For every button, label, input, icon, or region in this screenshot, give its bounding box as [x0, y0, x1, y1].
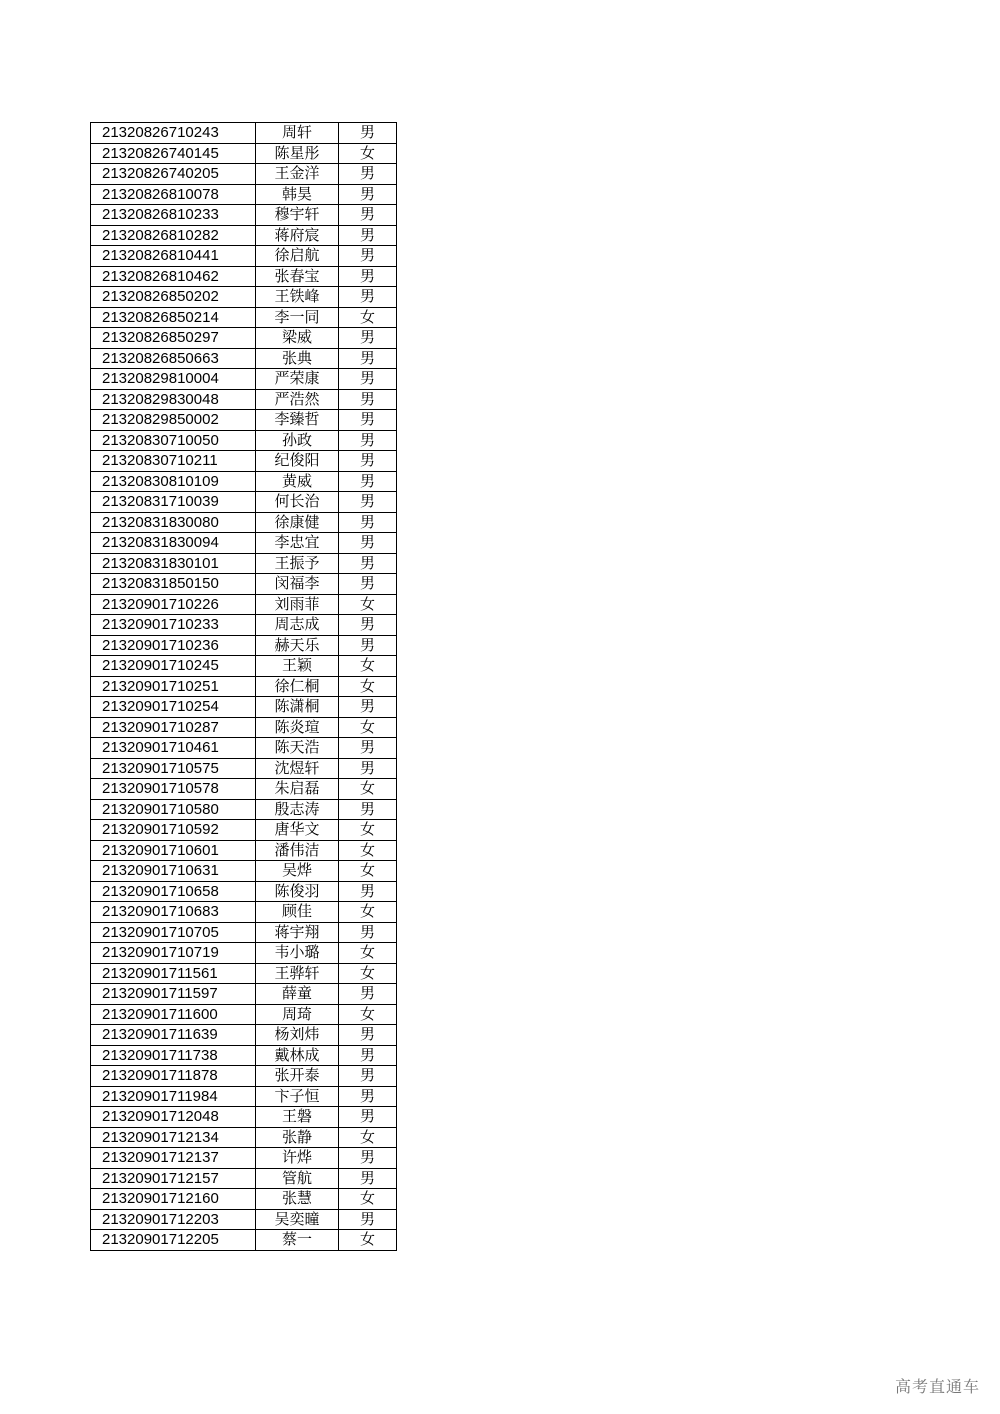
- gender-cell: 女: [339, 840, 397, 861]
- student-id-cell: 21320901710236: [91, 635, 256, 656]
- student-id-cell: 21320901710578: [91, 779, 256, 800]
- student-name-cell: 殷志涛: [256, 799, 339, 820]
- gender-cell: 男: [339, 184, 397, 205]
- table-row: [91, 799, 397, 820]
- student-name-cell: 孙政: [256, 430, 339, 451]
- gender-cell: 女: [339, 861, 397, 882]
- student-id-cell: 21320829850002: [91, 410, 256, 431]
- table-row: [91, 184, 397, 205]
- gender-cell: 男: [339, 492, 397, 513]
- gender-cell: 男: [339, 615, 397, 636]
- gender-cell: 男: [339, 799, 397, 820]
- student-id-cell: 21320901710631: [91, 861, 256, 882]
- gender-cell: 男: [339, 451, 397, 472]
- table-row: [91, 738, 397, 759]
- gender-cell: 女: [339, 143, 397, 164]
- student-id-cell: 21320826850214: [91, 307, 256, 328]
- gender-cell: 男: [339, 697, 397, 718]
- student-name-cell: 周轩: [256, 123, 339, 144]
- student-name-cell: 陈星彤: [256, 143, 339, 164]
- table-row: [91, 348, 397, 369]
- table-row: [91, 656, 397, 677]
- student-name-cell: 王颖: [256, 656, 339, 677]
- table-row: [91, 369, 397, 390]
- gender-cell: 女: [339, 307, 397, 328]
- gender-cell: 男: [339, 246, 397, 267]
- student-name-cell: 杨刘炜: [256, 1025, 339, 1046]
- student-name-cell: 穆宇轩: [256, 205, 339, 226]
- gender-cell: 女: [339, 1230, 397, 1251]
- student-id-cell: 21320901711984: [91, 1086, 256, 1107]
- table-row: [91, 389, 397, 410]
- gender-cell: 男: [339, 635, 397, 656]
- table-row: [91, 1230, 397, 1251]
- student-id-cell: 21320901711561: [91, 963, 256, 984]
- table-row: [91, 717, 397, 738]
- student-id-cell: 21320901712157: [91, 1168, 256, 1189]
- table-row: [91, 861, 397, 882]
- student-id-cell: 21320831710039: [91, 492, 256, 513]
- table-row: [91, 410, 397, 431]
- student-name-cell: 刘雨菲: [256, 594, 339, 615]
- student-id-cell: 21320901710251: [91, 676, 256, 697]
- student-id-cell: 21320901710254: [91, 697, 256, 718]
- student-name-cell: 唐华文: [256, 820, 339, 841]
- student-id-cell: 21320826810078: [91, 184, 256, 205]
- student-id-cell: 21320901710705: [91, 922, 256, 943]
- gender-cell: 男: [339, 348, 397, 369]
- watermark-text: 高考直通车: [894, 1377, 980, 1396]
- student-name-cell: 何长治: [256, 492, 339, 513]
- student-id-cell: 21320826810441: [91, 246, 256, 267]
- gender-cell: 男: [339, 1045, 397, 1066]
- student-name-cell: 许烨: [256, 1148, 339, 1169]
- student-id-cell: 21320901712205: [91, 1230, 256, 1251]
- student-name-cell: 潘伟洁: [256, 840, 339, 861]
- student-name-cell: 徐康健: [256, 512, 339, 533]
- gender-cell: 男: [339, 164, 397, 185]
- student-id-cell: 21320831830080: [91, 512, 256, 533]
- table-row: [91, 902, 397, 923]
- student-name-cell: 梁威: [256, 328, 339, 349]
- student-name-cell: 陈炎瑄: [256, 717, 339, 738]
- student-name-cell: 闵福李: [256, 574, 339, 595]
- gender-cell: 男: [339, 881, 397, 902]
- student-id-cell: 21320830810109: [91, 471, 256, 492]
- student-name-cell: 周志成: [256, 615, 339, 636]
- gender-cell: 男: [339, 533, 397, 554]
- student-id-cell: 21320826740145: [91, 143, 256, 164]
- student-table-body: [91, 123, 397, 1251]
- student-name-cell: 陈天浩: [256, 738, 339, 759]
- table-row: [91, 922, 397, 943]
- gender-cell: 男: [339, 430, 397, 451]
- table-row: [91, 1066, 397, 1087]
- gender-cell: 男: [339, 1168, 397, 1189]
- student-name-cell: 顾佳: [256, 902, 339, 923]
- table-row: [91, 492, 397, 513]
- table-row: [91, 246, 397, 267]
- student-id-cell: 21320901710245: [91, 656, 256, 677]
- student-name-cell: 严荣康: [256, 369, 339, 390]
- gender-cell: 女: [339, 1004, 397, 1025]
- gender-cell: 男: [339, 410, 397, 431]
- student-name-cell: 陈俊羽: [256, 881, 339, 902]
- student-id-cell: 21320901711738: [91, 1045, 256, 1066]
- student-id-cell: 21320901712160: [91, 1189, 256, 1210]
- table-row: [91, 1148, 397, 1169]
- student-id-cell: 21320901710580: [91, 799, 256, 820]
- student-name-cell: 张春宝: [256, 266, 339, 287]
- table-row: [91, 533, 397, 554]
- student-name-cell: 赫天乐: [256, 635, 339, 656]
- gender-cell: 男: [339, 369, 397, 390]
- table-row: [91, 1209, 397, 1230]
- student-name-cell: 周琦: [256, 1004, 339, 1025]
- table-row: [91, 676, 397, 697]
- student-table: [90, 122, 397, 1251]
- student-name-cell: 王铁峰: [256, 287, 339, 308]
- student-id-cell: 21320826850202: [91, 287, 256, 308]
- gender-cell: 女: [339, 594, 397, 615]
- table-row: [91, 615, 397, 636]
- student-id-cell: 21320826810282: [91, 225, 256, 246]
- student-name-cell: 张慧: [256, 1189, 339, 1210]
- table-row: [91, 984, 397, 1005]
- table-row: [91, 574, 397, 595]
- table-row: [91, 1004, 397, 1025]
- gender-cell: 女: [339, 656, 397, 677]
- gender-cell: 男: [339, 738, 397, 759]
- student-name-cell: 徐启航: [256, 246, 339, 267]
- gender-cell: 男: [339, 287, 397, 308]
- table-row: [91, 205, 397, 226]
- table-row: [91, 553, 397, 574]
- gender-cell: 男: [339, 758, 397, 779]
- table-row: [91, 820, 397, 841]
- student-id-cell: 21320826810462: [91, 266, 256, 287]
- student-id-cell: 21320901710287: [91, 717, 256, 738]
- gender-cell: 男: [339, 922, 397, 943]
- table-row: [91, 123, 397, 144]
- student-name-cell: 严浩然: [256, 389, 339, 410]
- table-row: [91, 1189, 397, 1210]
- gender-cell: 男: [339, 1107, 397, 1128]
- student-id-cell: 21320901711639: [91, 1025, 256, 1046]
- student-name-cell: 张典: [256, 348, 339, 369]
- gender-cell: 女: [339, 676, 397, 697]
- student-id-cell: 21320831830094: [91, 533, 256, 554]
- student-name-cell: 蒋宇翔: [256, 922, 339, 943]
- table-row: [91, 1045, 397, 1066]
- student-name-cell: 王磐: [256, 1107, 339, 1128]
- student-id-cell: 21320901711600: [91, 1004, 256, 1025]
- student-id-cell: 21320901710683: [91, 902, 256, 923]
- student-id-cell: 21320901710719: [91, 943, 256, 964]
- student-name-cell: 王振予: [256, 553, 339, 574]
- student-id-cell: 21320901710461: [91, 738, 256, 759]
- student-name-cell: 徐仁桐: [256, 676, 339, 697]
- gender-cell: 女: [339, 820, 397, 841]
- gender-cell: 女: [339, 902, 397, 923]
- table-row: [91, 635, 397, 656]
- gender-cell: 女: [339, 963, 397, 984]
- table-row: [91, 881, 397, 902]
- student-id-cell: 21320826710243: [91, 123, 256, 144]
- gender-cell: 女: [339, 1189, 397, 1210]
- student-id-cell: 21320829810004: [91, 369, 256, 390]
- table-row: [91, 143, 397, 164]
- table-row: [91, 1107, 397, 1128]
- student-name-cell: 王金洋: [256, 164, 339, 185]
- gender-cell: 男: [339, 1148, 397, 1169]
- student-id-cell: 21320826850663: [91, 348, 256, 369]
- gender-cell: 男: [339, 328, 397, 349]
- gender-cell: 男: [339, 205, 397, 226]
- student-id-cell: 21320826810233: [91, 205, 256, 226]
- gender-cell: 男: [339, 512, 397, 533]
- table-row: [91, 287, 397, 308]
- table-row: [91, 1168, 397, 1189]
- gender-cell: 女: [339, 943, 397, 964]
- table-row: [91, 963, 397, 984]
- student-name-cell: 吴烨: [256, 861, 339, 882]
- table-row: [91, 328, 397, 349]
- student-id-cell: 21320901712137: [91, 1148, 256, 1169]
- table-row: [91, 451, 397, 472]
- table-row: [91, 840, 397, 861]
- gender-cell: 男: [339, 574, 397, 595]
- student-name-cell: 韩昊: [256, 184, 339, 205]
- gender-cell: 男: [339, 1086, 397, 1107]
- student-id-cell: 21320901710601: [91, 840, 256, 861]
- student-id-cell: 21320901710592: [91, 820, 256, 841]
- student-name-cell: 张静: [256, 1127, 339, 1148]
- gender-cell: 男: [339, 389, 397, 410]
- gender-cell: 男: [339, 123, 397, 144]
- table-row: [91, 512, 397, 533]
- gender-cell: 男: [339, 1066, 397, 1087]
- table-row: [91, 594, 397, 615]
- gender-cell: 男: [339, 266, 397, 287]
- table-row: [91, 164, 397, 185]
- student-id-cell: 21320901710233: [91, 615, 256, 636]
- student-name-cell: 沈煜轩: [256, 758, 339, 779]
- table-row: [91, 943, 397, 964]
- gender-cell: 男: [339, 553, 397, 574]
- table-row: [91, 430, 397, 451]
- table-row: [91, 471, 397, 492]
- table-row: [91, 225, 397, 246]
- student-id-cell: 21320831850150: [91, 574, 256, 595]
- student-name-cell: 韦小璐: [256, 943, 339, 964]
- table-row: [91, 1086, 397, 1107]
- table-row: [91, 1127, 397, 1148]
- student-id-cell: 21320826740205: [91, 164, 256, 185]
- student-id-cell: 21320901712134: [91, 1127, 256, 1148]
- student-id-cell: 21320901712203: [91, 1209, 256, 1230]
- student-name-cell: 陈潇桐: [256, 697, 339, 718]
- student-name-cell: 王骅轩: [256, 963, 339, 984]
- student-name-cell: 蔡一: [256, 1230, 339, 1251]
- gender-cell: 男: [339, 1025, 397, 1046]
- student-name-cell: 李臻哲: [256, 410, 339, 431]
- student-id-cell: 21320901711878: [91, 1066, 256, 1087]
- student-name-cell: 管航: [256, 1168, 339, 1189]
- student-id-cell: 21320829830048: [91, 389, 256, 410]
- student-name-cell: 卞子恒: [256, 1086, 339, 1107]
- gender-cell: 女: [339, 717, 397, 738]
- gender-cell: 男: [339, 984, 397, 1005]
- student-name-cell: 张开泰: [256, 1066, 339, 1087]
- gender-cell: 女: [339, 1127, 397, 1148]
- student-name-cell: 蒋府宸: [256, 225, 339, 246]
- student-id-cell: 21320901710575: [91, 758, 256, 779]
- student-name-cell: 朱启磊: [256, 779, 339, 800]
- table-row: [91, 758, 397, 779]
- student-id-cell: 21320901710226: [91, 594, 256, 615]
- student-name-cell: 黄威: [256, 471, 339, 492]
- student-id-cell: 21320901710658: [91, 881, 256, 902]
- student-id-cell: 21320901711597: [91, 984, 256, 1005]
- gender-cell: 女: [339, 779, 397, 800]
- gender-cell: 男: [339, 471, 397, 492]
- student-id-cell: 21320831830101: [91, 553, 256, 574]
- student-id-cell: 21320830710050: [91, 430, 256, 451]
- student-name-cell: 戴林成: [256, 1045, 339, 1066]
- table-row: [91, 1025, 397, 1046]
- table-row: [91, 779, 397, 800]
- table-row: [91, 266, 397, 287]
- gender-cell: 男: [339, 225, 397, 246]
- student-id-cell: 21320826850297: [91, 328, 256, 349]
- table-row: [91, 307, 397, 328]
- student-name-cell: 李一同: [256, 307, 339, 328]
- student-id-cell: 21320830710211: [91, 451, 256, 472]
- student-name-cell: 李忠宜: [256, 533, 339, 554]
- student-name-cell: 吴奕曈: [256, 1209, 339, 1230]
- student-id-cell: 21320901712048: [91, 1107, 256, 1128]
- student-name-cell: 薛童: [256, 984, 339, 1005]
- table-row: [91, 697, 397, 718]
- student-name-cell: 纪俊阳: [256, 451, 339, 472]
- gender-cell: 男: [339, 1209, 397, 1230]
